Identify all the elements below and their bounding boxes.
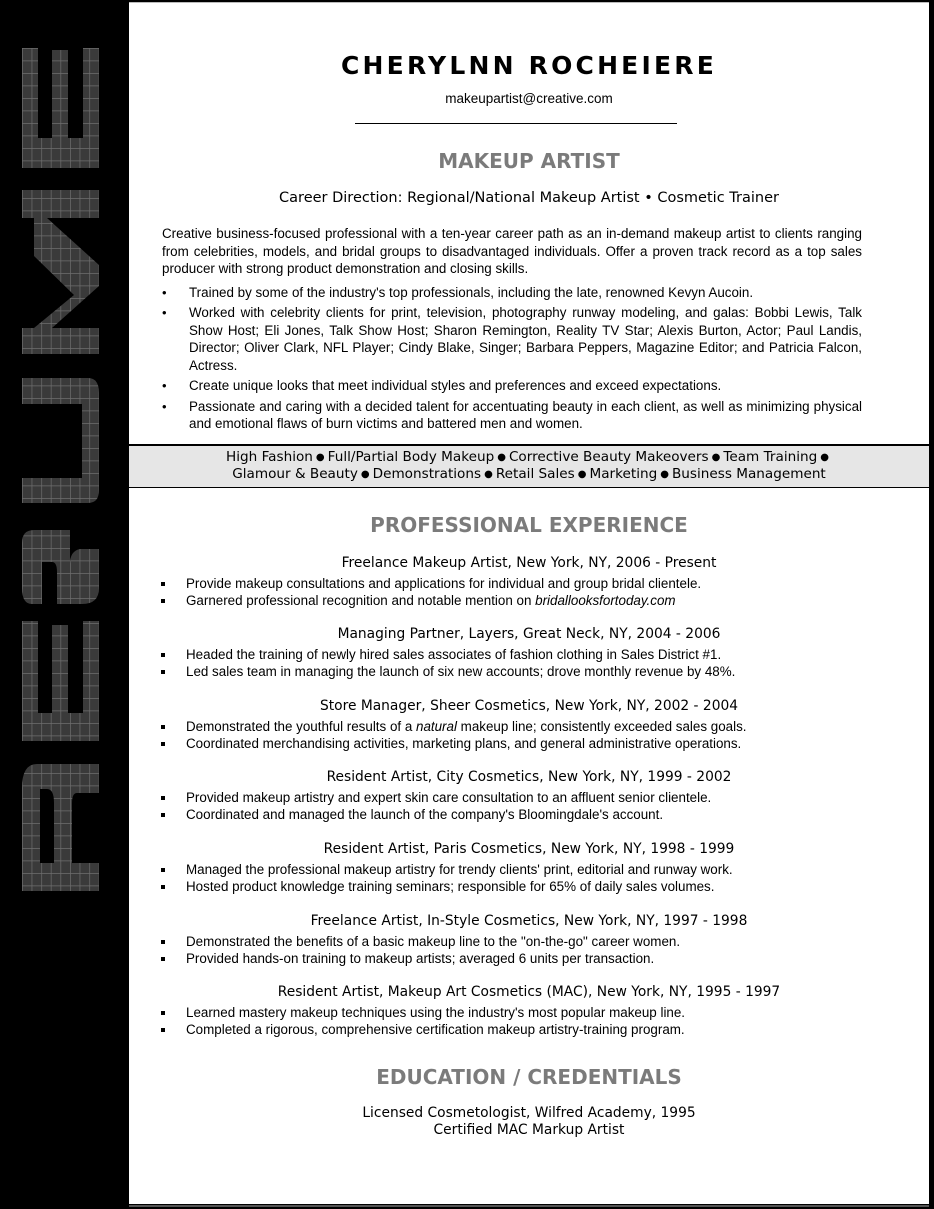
bullet-separator: ● — [711, 452, 721, 463]
job-title: Freelance Artist, In-Style Cosmetics, New York, NY, 1997 - 1998 — [310, 913, 748, 929]
job-bullet: Provided makeup artistry and expert skin care consultation to an affluent senior clientele. — [129, 789, 929, 806]
job-bullet: Provide makeup consultations and applications for individual and group bridal clientele. — [129, 575, 929, 592]
profile-bullet: • Worked with celebrity clients for print, television, photography runway modeling, and galas: Bobbi Lewis, Talk Show Host; Eli Jones, Talk Show Host; Sharon Remington, Reality TV Star; Alexis Burton, Actor; Paul Landis, Director; Oliver Clark, NFL Player; Cindy Blake, Singer; Barbara Peppers, Magazine Editor; and Patricia Falcon, Actress. — [162, 304, 862, 374]
emphasis-word: natural — [416, 719, 457, 734]
summary-paragraph: Creative business-focused professional with a ten-year career path as an in-demand makeup artist to clients ranging from celebrities, models, and bridal groups to disadvantaged individuals. Offer a proven track record as a top sales producer with strong product demonstration and closing skills. — [162, 226, 862, 276]
job-entry — [129, 983, 929, 1039]
letter-r — [22, 764, 99, 891]
profile-title: MAKEUP ARTIST — [438, 149, 620, 173]
education-list — [129, 1105, 929, 1139]
skill: Business Management — [671, 466, 826, 482]
job-bullet: Completed a rigorous, comprehensive certification makeup artistry-training program. — [129, 1021, 929, 1038]
job-bullet: Hosted product knowledge training seminars; responsible for 65% of daily sales volumes. — [129, 878, 929, 895]
skill: High Fashion — [226, 449, 313, 465]
skill: Glamour & Beauty — [232, 466, 358, 482]
job-bullet: Demonstrated the benefits of a basic makeup line to the "on-the-go" career women. — [129, 933, 929, 950]
job-bullet-text: makeup line; consistently exceeded sales goals. — [456, 719, 747, 734]
letter-u — [22, 378, 99, 503]
education-item: Certified MAC Markup Artist — [433, 1122, 625, 1138]
skills-line-1 — [129, 449, 929, 466]
skills-line-2 — [129, 466, 929, 483]
profile-bullet: • Passionate and caring with a decided talent for accentuating beauty in each client, as well as minimizing physical and emotional flaws of burn victims and battered men and women. — [162, 398, 862, 433]
candidate-name: CHERYLNN ROCHEIERE — [341, 51, 717, 80]
job-bullet: Headed the training of newly hired sales associates of fashion clothing in Sales District #1. — [129, 646, 929, 663]
job-bullets — [129, 861, 929, 896]
bullet-separator: ● — [660, 469, 669, 480]
job-title: Resident Artist, City Cosmetics, New York, NY, 1999 - 2002 — [326, 769, 732, 785]
skill: Demonstrations — [372, 466, 482, 482]
website-link[interactable]: bridallooksfortoday.com — [535, 593, 676, 609]
bullet-separator: ● — [360, 469, 370, 480]
skill: Full/Partial Body Makeup — [327, 449, 495, 465]
job-bullet — [129, 718, 929, 735]
job-title: Store Manager, Sheer Cosmetics, New York, NY, 2002 - 2004 — [319, 698, 739, 714]
email-address[interactable]: makeupartist@creative.com — [445, 91, 613, 106]
letter-e-top — [22, 48, 99, 168]
job-entry — [129, 625, 929, 681]
job-title: Freelance Makeup Artist, New York, NY, 2006 - Present — [341, 555, 717, 571]
job-bullets — [129, 646, 929, 681]
job-bullets — [129, 1004, 929, 1039]
bullet-separator: ● — [820, 452, 829, 463]
job-bullet-text: Garnered professional recognition and notable mention on — [186, 593, 536, 609]
education-item: Licensed Cosmetologist, Wilfred Academy, 1995 — [362, 1105, 696, 1121]
job-bullets — [129, 718, 929, 753]
job-bullet: Managed the professional makeup artistry for trendy clients' print, editorial and runway work. — [129, 861, 929, 878]
job-bullet: Coordinated merchandising activities, marketing plans, and general administrative operations. — [129, 735, 929, 752]
job-title: Resident Artist, Paris Cosmetics, New York, NY, 1998 - 1999 — [323, 841, 735, 857]
job-entry — [129, 840, 929, 896]
resume-page — [129, 2, 929, 1204]
job-bullet-text: Demonstrated the youthful results of a — [186, 719, 416, 734]
bullet-separator: ● — [315, 452, 325, 463]
bullet-separator: ● — [484, 469, 493, 480]
letter-s — [22, 530, 99, 604]
job-bullet: Provided hands-on training to makeup artists; averaged 6 units per transaction. — [129, 950, 929, 967]
experience-title: PROFESSIONAL EXPERIENCE — [370, 513, 688, 537]
skill: Corrective Beauty Makeovers — [508, 449, 709, 465]
bullet-separator: ● — [577, 469, 587, 480]
letter-e-bottom — [22, 621, 99, 741]
career-direction: Career Direction: Regional/National Makeup Artist • Cosmetic Trainer — [279, 190, 779, 206]
skills-band — [129, 444, 929, 488]
education-title: EDUCATION / CREDENTIALS — [376, 1065, 682, 1089]
resume-vertical-wordmark — [22, 48, 99, 986]
letter-m — [22, 190, 99, 354]
job-entry — [129, 912, 929, 968]
job-bullet — [129, 592, 929, 609]
job-bullets — [129, 933, 929, 968]
job-bullets — [129, 575, 929, 610]
profile-bullet: • Create unique looks that meet individual styles and preferences and exceed expectations. — [162, 377, 862, 395]
profile-bullet: • Trained by some of the industry's top professionals, including the late, renowned Kevyn Aucoin. — [162, 284, 862, 302]
job-title: Managing Partner, Layers, Great Neck, NY, 2004 - 2006 — [337, 626, 721, 642]
header-divider — [355, 123, 677, 124]
job-entry — [129, 554, 929, 610]
job-entry — [129, 697, 929, 753]
skill: Team Training — [723, 449, 818, 465]
job-bullets — [129, 789, 929, 824]
page-bottom-border — [129, 1205, 934, 1207]
profile-bullets — [162, 284, 862, 433]
job-bullet: Led sales team in managing the launch of six new accounts; drove monthly revenue by 48%. — [129, 663, 929, 680]
bullet-separator: ● — [497, 452, 506, 463]
sidebar-banner — [0, 0, 129, 1209]
job-bullet: Coordinated and managed the launch of the company's Bloomingdale's account. — [129, 806, 929, 823]
job-title: Resident Artist, Makeup Art Cosmetics (MAC), New York, NY, 1995 - 1997 — [277, 984, 781, 1000]
page-right-border — [929, 0, 934, 1209]
profile-summary — [162, 225, 862, 436]
job-bullet: Learned mastery makeup techniques using the industry's most popular makeup line. — [129, 1004, 929, 1021]
skill: Marketing — [589, 466, 658, 482]
job-entry — [129, 768, 929, 824]
skill: Retail Sales — [495, 466, 575, 482]
